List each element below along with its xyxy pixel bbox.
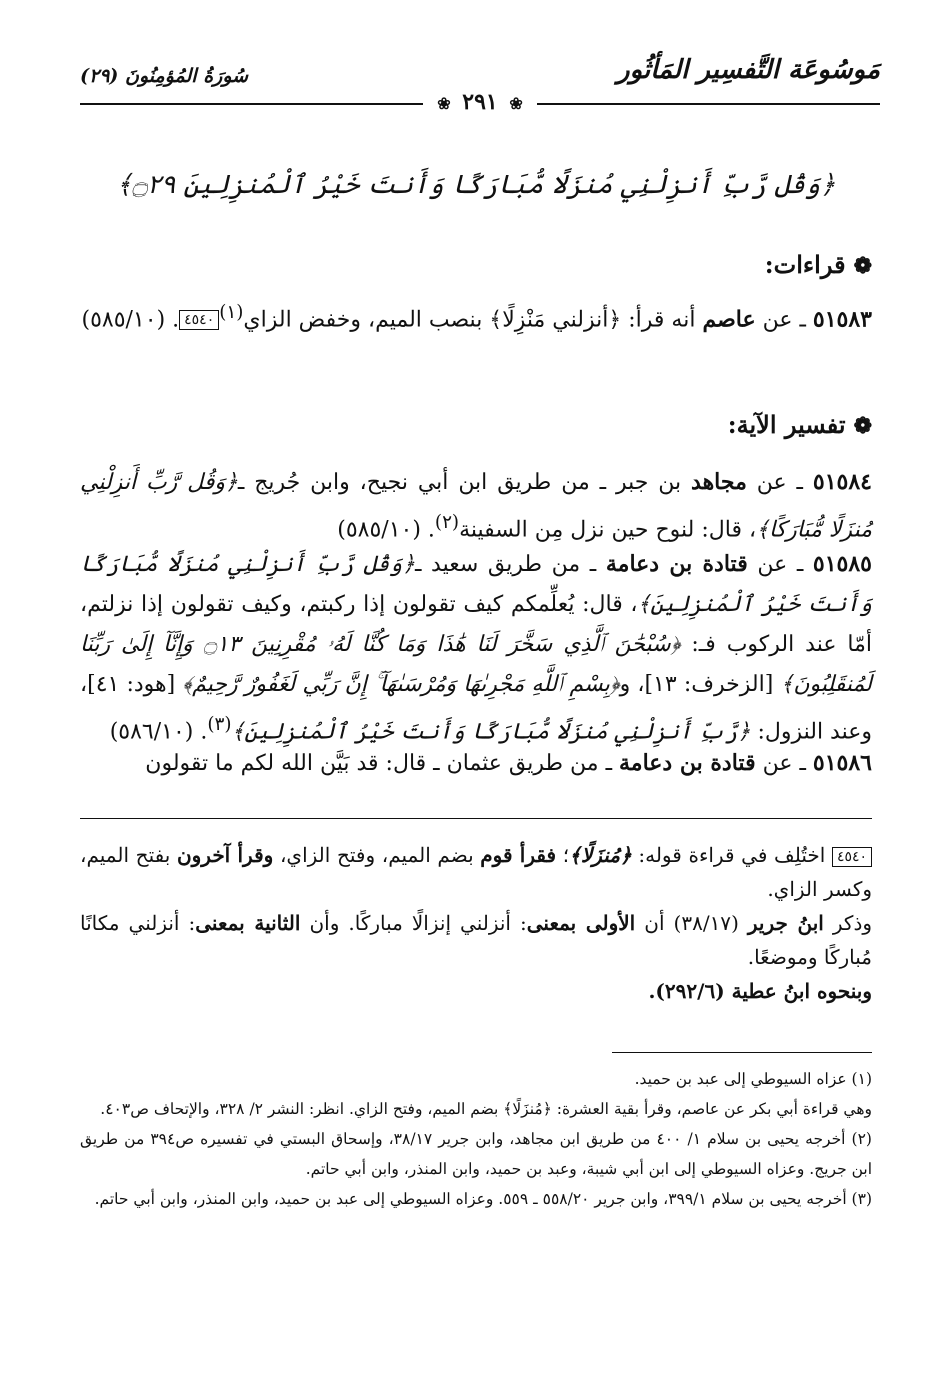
entry-number: ٥١٥٨٤ — [812, 469, 872, 495]
flower-icon: ❁ — [853, 253, 872, 279]
commentary-bold: ابنُ عطية — [731, 979, 811, 1003]
footnote: وهي قراءة أبي بكر عن عاصم، وقرأ بقية العشرة: ﴿مُنزَلًا﴾ بضم الميم، وفتح الزاي. انظر: النشر ٢/ ٣٢٨، والإتحاف ص٤٠٣. — [100, 1100, 872, 1118]
entry-text: أنه قرأ: ﴿أنزلني مَنْزِلًا﴾ بنصب الميم، وخفض الزاي — [243, 307, 703, 333]
volume-reference: . (٥٨٥/١٠) — [337, 517, 435, 543]
note-reference-box: ٤٥٤٠ — [832, 847, 872, 867]
entry-number: ٥١٥٨٦ — [812, 750, 872, 776]
commentary-bold: ابنُ جرير — [747, 911, 824, 935]
quran-quote: ﴿وَقُل رَّبِّ أَنزِلْنِي مُنزَلًا مُّبَارَكًا﴾ — [80, 470, 872, 543]
footnote-separator — [612, 1052, 872, 1053]
volume-reference: . (٥٨٦/١٠) — [109, 719, 208, 745]
footnote: (١) عزاه السيوطي إلى عبد بن حميد. — [634, 1070, 872, 1088]
commentary-bold: فقرأ قوم — [480, 843, 557, 867]
quran-quote: ﴿سُبْحَٰنَ ٱلَّذِي سَخَّرَ لَنَا هَٰذَا وَمَا كُنَّا لَهُۥ مُقْرِنِينَ ۝١٣ وَإِنَّآ إِلَىٰ رَبِّنَا لَمُنقَلِبُونَ﴾ — [80, 632, 872, 697]
entry-text: [هود: ٤١]، وعند النزول: — [80, 672, 872, 745]
entry-51586 — [80, 743, 872, 784]
entry-text: بن جبر ـ من طريق ابن أبي نجيح، وابن جُريج ـ — [237, 470, 692, 495]
editor-commentary — [80, 838, 872, 1008]
commentary-text: اختُلِف في قراءة قوله: — [631, 843, 832, 867]
commentary-text: وبنحوه — [810, 979, 872, 1003]
entry-text: ، قال: لنوح حين نزل مِن السفينة — [459, 517, 757, 543]
quran-quote: ﴿مُنزَلًا﴾ — [569, 843, 632, 867]
commentary-text: : أنزلني مكانًا مُباركًا وموضعًا. — [80, 911, 872, 969]
flower-icon: ❁ — [853, 413, 872, 439]
quran-verse-heading: ﴿وَقُل رَّبِّ أَنزِلْنِي مُنزَلًا مُّبَارَكًا وَأَنتَ خَيْرُ ٱلْمُنزِلِينَ ۝٢٩﴾ — [116, 170, 836, 200]
footnote-marker: (٣) — [207, 714, 232, 735]
commentary-text: (٣٨/١٧) أن — [635, 911, 748, 935]
page-number: ٢٩١ — [462, 89, 498, 115]
commentary-separator — [80, 818, 872, 819]
entry-number: ٥١٥٨٣ — [812, 306, 872, 333]
commentary-text: (٢٩٢/٦). — [648, 979, 732, 1003]
quran-quote: ﴿بِسْمِ ٱللَّهِ مَجْرِىٰهَا وَمُرْسَىٰهَآ ۚ إِنَّ رَبِّي لَغَفُورٌ رَّحِيمٌ﴾ — [182, 672, 620, 697]
volume-reference: . (٥٨٥/١٠) — [81, 307, 180, 333]
series-title: مَوسُوعَة التَّفسِير المَأثُور — [617, 55, 880, 85]
commentary-line — [80, 906, 872, 974]
entry-text: ، قال: يُعلِّمكم كيف تقولون إذا ركبتم، وكيف تقولون إذا نزلتم، أمّا عند الركوب فـ: — [80, 592, 872, 657]
entry-text: [الزخرف: ١٣]، و — [619, 672, 781, 697]
commentary-text: ؛ — [556, 843, 570, 867]
section-title: تفسير الآية: — [727, 410, 846, 439]
ornament-icon: ❀ — [509, 94, 523, 113]
entry-text: ـ من طريق سعيد ـ — [414, 552, 606, 577]
entry-51585 — [80, 544, 872, 752]
footnote: (٣) أخرجه يحيى بن سلام ٣٩٩/١، وابن جرير ٥٥٨/٢٠ ـ ٥٥٩. وعزاه السيوطي إلى عبد بن حميد، وابن المنذر، وابن أبي حاتم. — [94, 1190, 872, 1208]
entry-text: ـ عن — [755, 307, 813, 333]
commentary-line — [80, 838, 872, 906]
commentary-bold: وقرأ آخرون — [176, 843, 274, 867]
section-heading-qiraat — [80, 250, 872, 279]
commentary-text: بضم الميم، وفتح الزاي، — [273, 843, 481, 867]
narrator-name: قتادة بن دعامة — [619, 750, 756, 776]
commentary-bold: الأولى بمعنى — [526, 911, 636, 935]
quran-quote: ﴿وَقُل رَّبِّ أَنزِلْنِي مُنزَلًا مُّبَارَكًا وَأَنتَ خَيْرُ ٱلْمُنزِلِينَ﴾ — [80, 552, 872, 617]
page-header — [80, 55, 880, 115]
entry-text: ـ عن — [755, 751, 813, 776]
commentary-text: : أنزلني إنزالًا مباركًا. وأن — [300, 911, 527, 935]
note-reference-box: ٤٥٤٠ — [179, 310, 219, 330]
commentary-line — [80, 974, 872, 1008]
entry-51584 — [80, 462, 872, 550]
commentary-text: وذكر — [823, 911, 873, 935]
footnote-marker: (٢) — [434, 512, 460, 533]
entry-text: ـ عن — [747, 552, 813, 577]
narrator-name: مجاهد — [691, 469, 747, 495]
page-number-wrap — [80, 89, 880, 115]
footnotes — [80, 1064, 872, 1214]
quran-quote: ﴿رَّبِّ أَنزِلْنِي مُنزَلًا مُّبَارَكًا وَأَنتَ خَيْرُ ٱلْمُنزِلِينَ﴾ — [231, 719, 751, 745]
narrator-name: قتادة بن دعامة — [605, 551, 748, 577]
entry-51583 — [80, 293, 872, 340]
commentary-text: بفتح الميم، وكسر الزاي. — [80, 843, 872, 901]
footnote-marker: (١) — [219, 302, 244, 323]
section-heading-tafsir — [80, 410, 872, 439]
narrator-name: عاصم — [702, 306, 756, 333]
entry-text: ـ من طريق عثمان ـ قال: قد بَيَّن الله لكم ما تقولون — [145, 751, 620, 776]
footnote: (٢) أخرجه يحيى بن سلام ١/ ٤٠٠ من طريق ابن مجاهد، وابن جرير ٣٨/١٧، وإسحاق البستي في تفسيره ص٣٩٤ من طريق ابن جريج. وعزاه السيوطي إلى ابن أبي شيبة، وعبد بن حميد، وابن المنذر، وابن أبي حاتم. — [80, 1130, 872, 1178]
section-title: قراءات: — [764, 250, 846, 279]
entry-number: ٥١٥٨٥ — [812, 551, 872, 577]
surah-title: سُورَةُ المُؤمِنُونَ (٢٩) — [80, 65, 249, 87]
entry-text: ـ عن — [746, 470, 813, 495]
commentary-bold: الثانية بمعنى — [195, 911, 301, 935]
page-number-block — [423, 89, 537, 115]
ornament-icon: ❀ — [437, 94, 451, 113]
